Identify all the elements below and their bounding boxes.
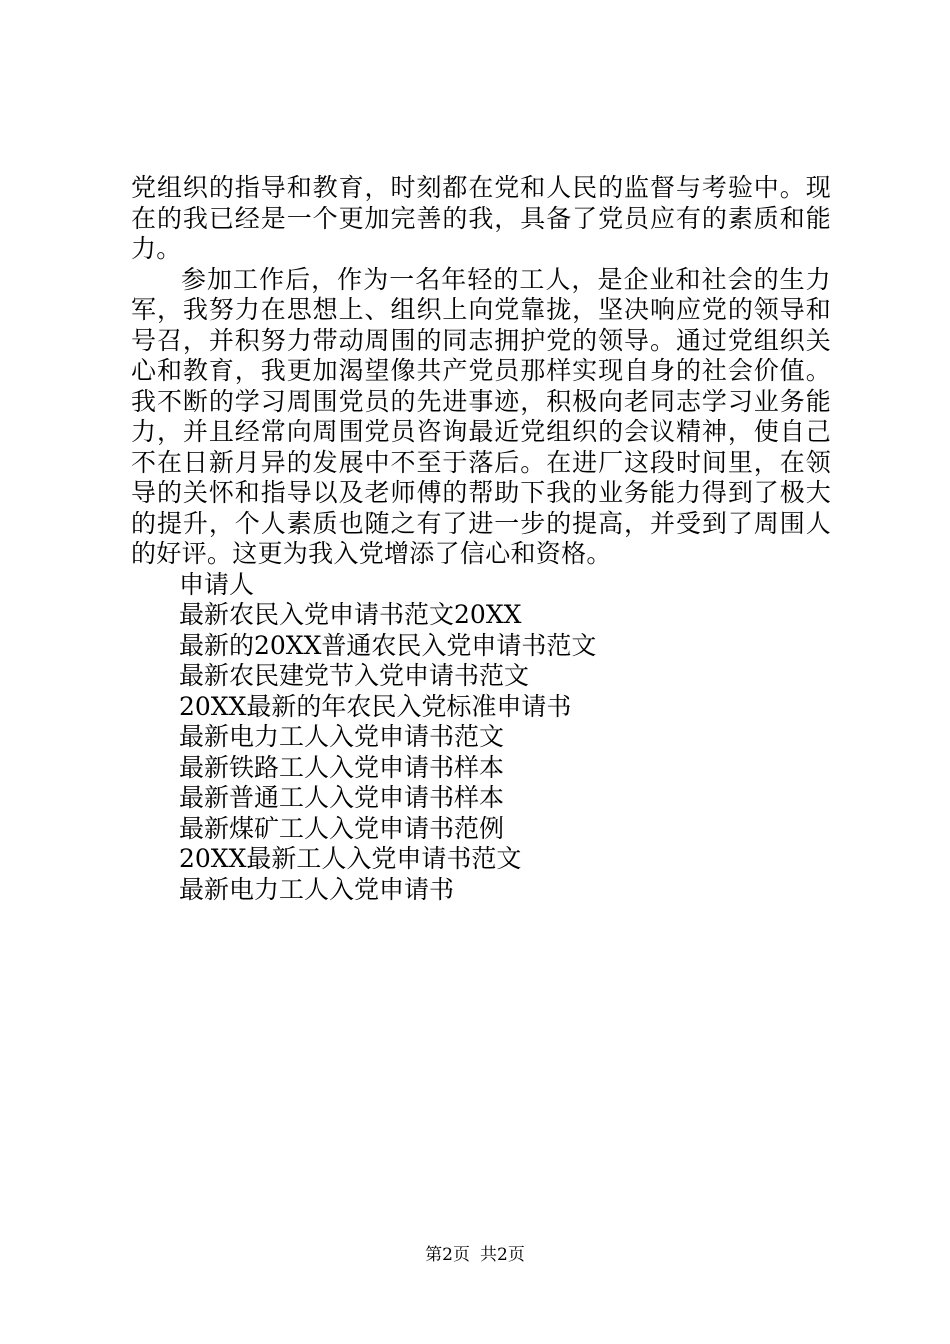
related-articles-list	[131, 600, 831, 905]
paragraph-continuation: 党组织的指导和教育，时刻都在党和人民的监督与考验中。现在的我已经是一个更加完善的我，具备了党员应有的素质和能力。	[131, 173, 831, 263]
page-footer	[0, 1244, 950, 1266]
related-article-link[interactable]: 20XX最新工人入党申请书范文	[179, 844, 522, 873]
related-article-link[interactable]: 最新煤矿工人入党申请书范例	[179, 813, 505, 843]
page-total: 共2页	[480, 1245, 525, 1265]
page-number: 第2页	[425, 1245, 470, 1265]
related-article-link[interactable]: 20XX最新的年农民入党标准申请书	[179, 691, 572, 721]
related-article-link[interactable]: 最新农民入党申请书范文20XX	[179, 600, 522, 629]
related-article-link[interactable]: 最新电力工人入党申请书范文	[179, 722, 505, 751]
signer-label: 申请人	[179, 569, 255, 599]
related-article-link[interactable]: 最新电力工人入党申请书	[179, 874, 455, 904]
related-article-link[interactable]: 最新农民建党节入党申请书范文	[179, 661, 530, 690]
related-article-link[interactable]: 最新的20XX普通农民入党申请书范文	[179, 630, 597, 660]
related-article-link[interactable]: 最新铁路工人入党申请书样本	[179, 752, 505, 782]
document-body	[131, 173, 831, 905]
paragraph-work-experience: 参加工作后，作为一名年轻的工人，是企业和社会的生力军，我努力在思想上、组织上向党靠拢，坚决响应党的领导和号召，并积努力带动周围的同志拥护党的领导。通过党组织关心和教育，我更加渴望像共产党员那样实现自身的社会价值。我不断的学习周围党员的先进事迹，积极向老同志学习业务能力，并且经常向周围党员咨询最近党组织的会议精神，使自己不在日新月异的发展中不至于落后。在进厂这段时间里，在领导的关怀和指导以及老师傅的帮助下我的业务能力得到了极大的提升，个人素质也随之有了进一步的提高，并受到了周围人的好评。这更为我入党增添了信心和资格。	[131, 264, 831, 568]
related-article-link[interactable]: 最新普通工人入党申请书样本	[179, 783, 505, 812]
